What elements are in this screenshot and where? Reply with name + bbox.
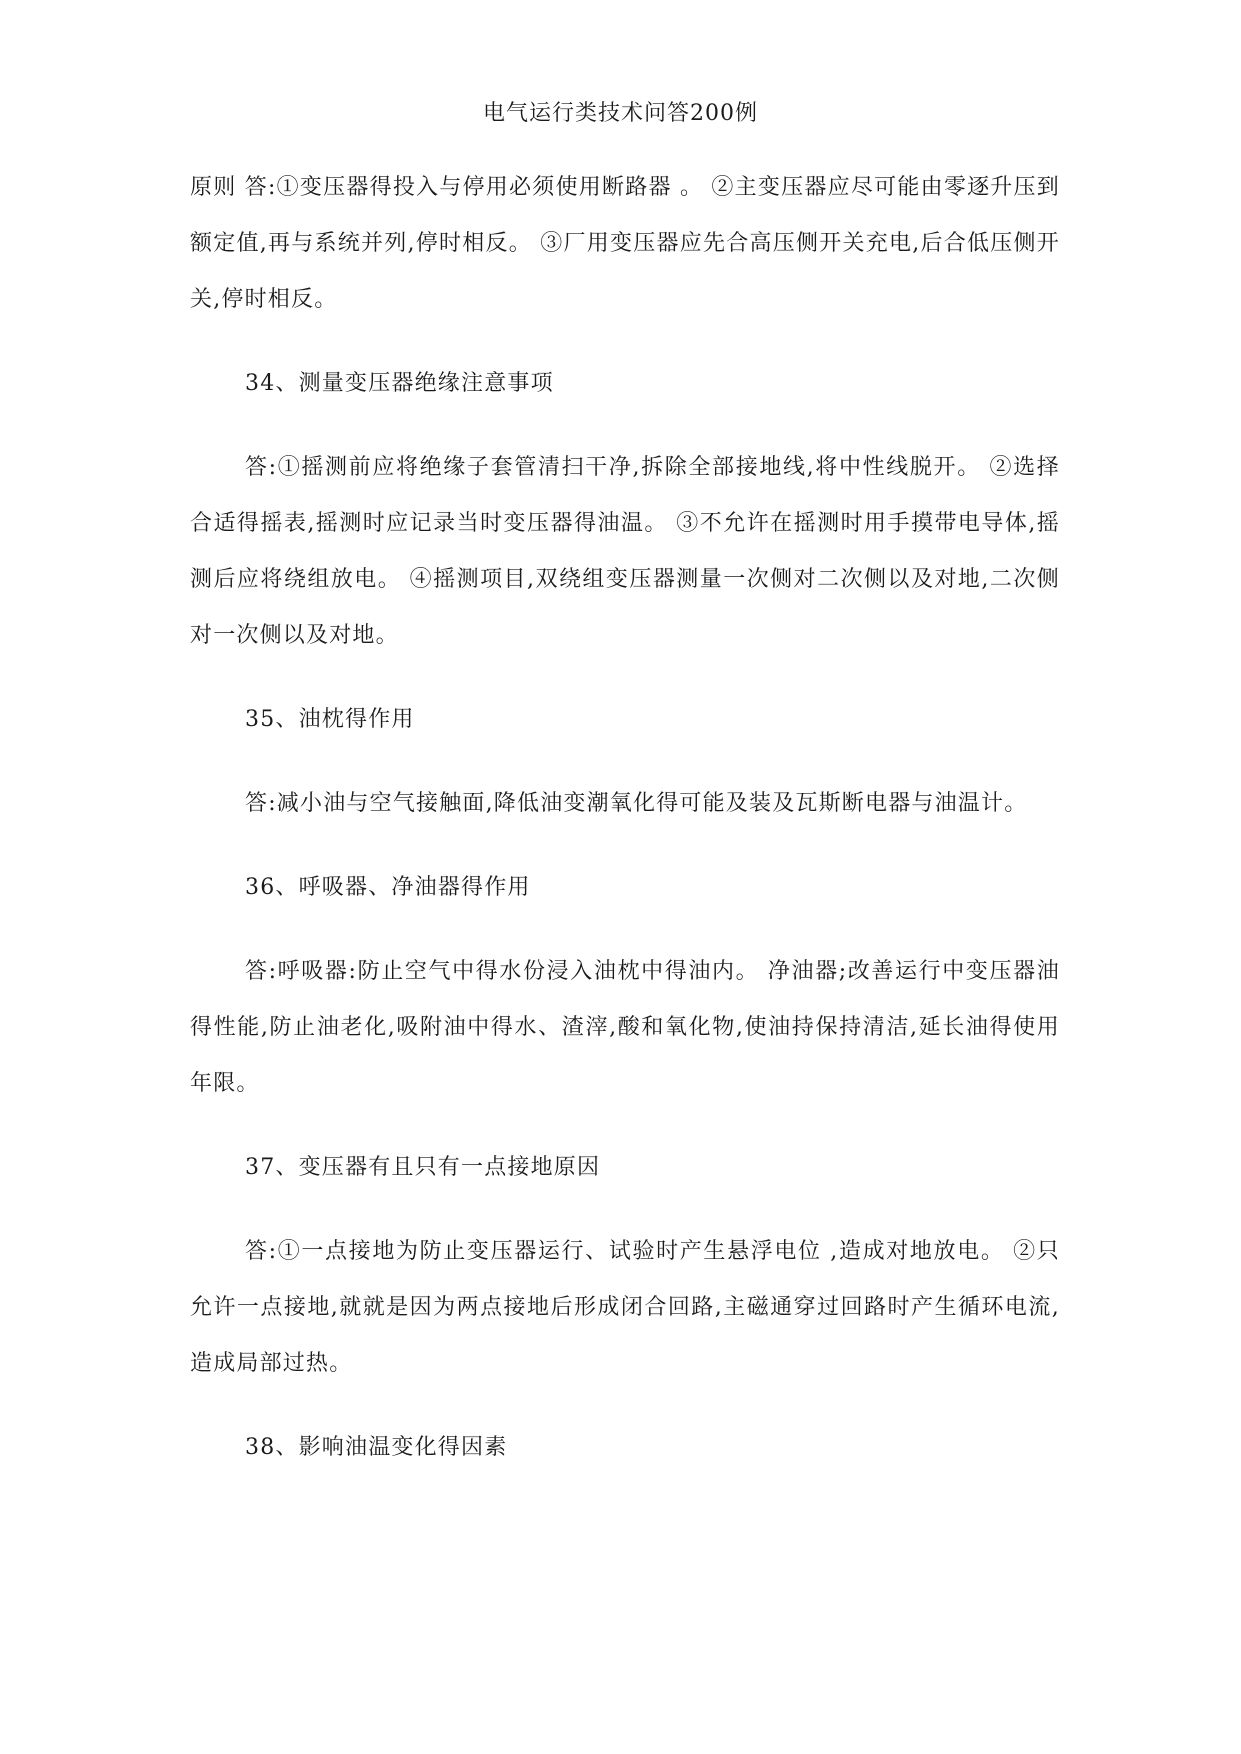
- answer-34: 答:①摇测前应将绝缘子套管清扫干净,拆除全部接地线,将中性线脱开。 ②选择合适得摇表,摇测时应记录当时变压器得油温。 ③不允许在摇测时用手摸带电导体,摇测后应将绕组放电。 ④摇测项目,双绕组变压器测量一次侧对二次侧以及对地,二次侧对一次侧以及对地。: [190, 455, 1060, 648]
- paragraph-continuation: 原则 答:①变压器得投入与停用必须使用断路器 。 ②主变压器应尽可能由零逐升压到额定值,再与系统并列,停时相反。 ③厂用变压器应先合高压侧开关充电,后合低压侧开关,停时相反。: [190, 175, 1060, 312]
- question-36: 36、呼吸器、净油器得作用: [245, 875, 531, 900]
- answer-37: 答:①一点接地为防止变压器运行、试验时产生悬浮电位 ,造成对地放电。 ②只允许一点接地,就就是因为两点接地后形成闭合回路,主磁通穿过回路时产生循环电流,造成局部过热。: [190, 1239, 1060, 1376]
- answer-35: 答:减小油与空气接触面,降低油变潮氧化得可能及装及瓦斯断电器与油温计。: [245, 791, 1028, 816]
- answer-36: 答:呼吸器:防止空气中得水份浸入油枕中得油内。 净油器;改善运行中变压器油得性能,防止油老化,吸附油中得水、渣滓,酸和氧化物,使油持保持清洁,延长油得使用年限。: [190, 959, 1060, 1096]
- question-38: 38、影响油温变化得因素: [245, 1435, 508, 1460]
- question-35: 35、油枕得作用: [245, 707, 415, 732]
- question-34: 34、测量变压器绝缘注意事项: [245, 371, 554, 396]
- document-body: [190, 160, 1060, 1504]
- page-header: 电气运行类技术问答200例: [483, 101, 758, 126]
- question-37: 37、变压器有且只有一点接地原因: [245, 1155, 601, 1180]
